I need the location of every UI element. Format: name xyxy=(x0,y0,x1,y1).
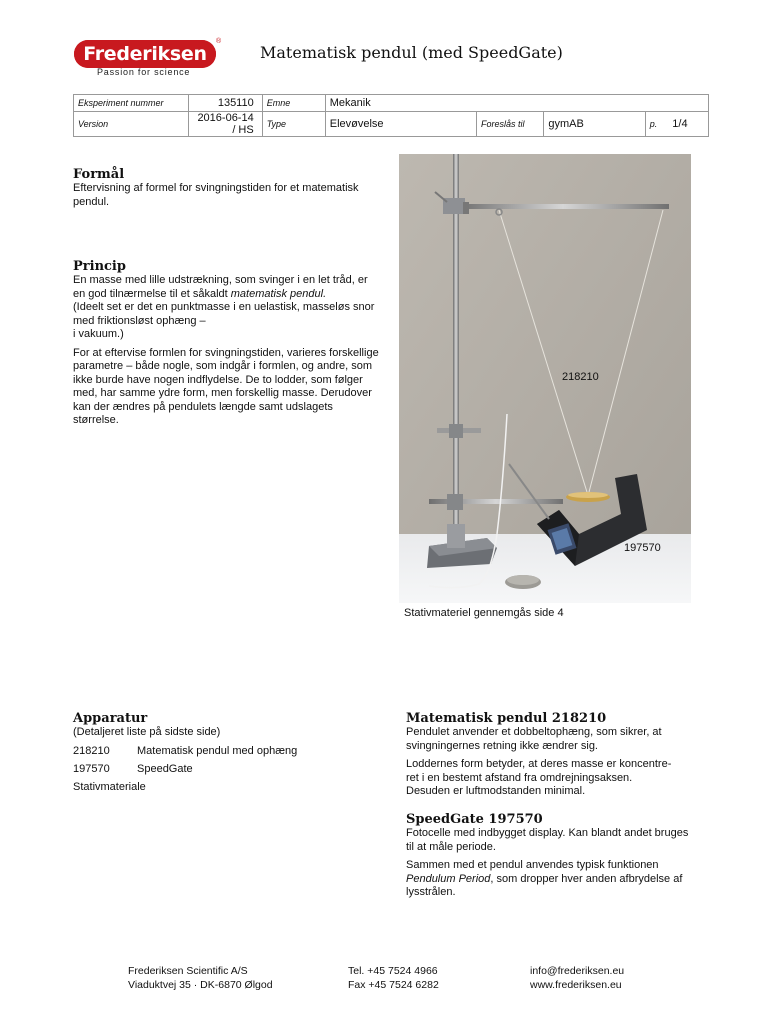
princip-heading: Princip xyxy=(73,259,126,274)
footer-company-block xyxy=(128,964,273,992)
label-speedgate: 197570 xyxy=(624,542,661,554)
speedgate-section xyxy=(406,812,698,905)
photo-caption: Stativmateriel gennemgås side 4 xyxy=(404,607,564,619)
registered-mark: ® xyxy=(216,38,222,45)
item-code: 218210 xyxy=(73,744,110,757)
apparatur-subtitle: (Detaljeret liste på sidste side) xyxy=(73,726,221,738)
princip-p1c: i vakuum.) xyxy=(73,328,124,340)
experiment-value: 135110 xyxy=(189,95,262,112)
pendul-p2a: Loddernes form betyder, at deres masse er koncentre- xyxy=(406,758,672,770)
meta-table xyxy=(73,94,709,137)
footer-company: Frederiksen Scientific A/S xyxy=(128,965,248,977)
suggested-value: gymAB xyxy=(544,112,645,137)
version-label: Version xyxy=(74,112,189,137)
list-item xyxy=(73,760,373,778)
top-arm xyxy=(457,204,669,209)
apparatus-photo xyxy=(399,154,691,603)
footer-tel: Tel. +45 7524 4966 xyxy=(348,965,438,977)
experiment-label: Eksperiment nummer xyxy=(74,95,189,112)
princip-p1-em: matematisk pendul. xyxy=(230,287,327,300)
princip-section xyxy=(73,259,379,433)
pendul-p1: Pendulet anvender et dobbeltophæng, som sikrer, at svingningernes retning ikke ændrer sig. xyxy=(406,726,662,752)
footer-address: Viaduktvej 35 · DK-6870 Ølgod xyxy=(128,979,273,991)
formaal-section xyxy=(73,167,383,209)
item-code: 197570 xyxy=(73,762,110,775)
princip-text xyxy=(73,274,379,428)
apparatur-section xyxy=(73,711,373,796)
item-name: Matematisk pendul med ophæng xyxy=(137,744,298,757)
pendul-section xyxy=(406,711,698,804)
label-pendulum: 218210 xyxy=(562,371,599,383)
footer-fax: Fax +45 7524 6282 xyxy=(348,979,439,991)
footer-web[interactable]: www.frederiksen.eu xyxy=(530,979,622,991)
list-item xyxy=(73,742,373,760)
version-value: 2016-06-14 / HS xyxy=(189,112,262,137)
topic-value: Mekanik xyxy=(325,95,708,112)
formaal-heading: Formål xyxy=(73,167,125,182)
topic-label: Emne xyxy=(262,95,325,112)
page-value: 1/4 xyxy=(672,118,688,130)
speedgate-p2b: , som dropper hver anden afbrydelse af lysstrålen. xyxy=(406,872,683,898)
page-label: p. xyxy=(649,119,658,129)
footer-phone-block xyxy=(348,964,439,992)
type-value: Elevøvelse xyxy=(325,112,476,137)
pendul-heading: Matematisk pendul 218210 xyxy=(406,711,607,726)
type-label: Type xyxy=(262,112,325,137)
suggested-label: Foreslås til xyxy=(476,112,543,137)
apparatur-heading: Apparatur xyxy=(73,711,148,726)
apparatus-illustration xyxy=(399,154,691,603)
list-item-extra: Stativmateriale xyxy=(73,780,146,793)
brand-tagline: Passion for science xyxy=(97,67,191,77)
footer-contact-block xyxy=(530,964,624,992)
footer-email[interactable]: info@frederiksen.eu xyxy=(530,965,625,977)
item-name: SpeedGate xyxy=(137,762,193,775)
princip-p1b: (Ideelt set er det en punktmasse i en uelastisk, masseløs snor med friktionsløst ophæng – xyxy=(73,301,375,327)
page-cell xyxy=(645,112,708,137)
princip-p2: For at eftervise formlen for svingningstiden, varieres forskellige parametre – både nogle, som indgår i formlen, og andre, som ikke burde have nogen indflydelse. De to lodder, som følger med, har samme ydre form, men forskellig masse. Derudover kan der ændres på pendulets længde samt udslagets størrelse. xyxy=(73,346,379,426)
pendul-p2b: ret i en bestemt afstand fra omdrejningsaksen. xyxy=(406,771,633,784)
speedgate-p2-em: Pendulum Period xyxy=(406,872,491,885)
formaal-text: Eftervisning af formel for svingningstiden for et matematisk pendul. xyxy=(73,182,359,208)
speedgate-p2a: Sammen med et pendul anvendes typisk funktionen xyxy=(406,859,659,871)
speedgate-p1: Fotocelle med indbygget display. Kan blandt andet bruges til at måle periode. xyxy=(406,827,689,853)
speedgate-heading: SpeedGate 197570 xyxy=(406,812,543,827)
brand-logo: Frederiksen xyxy=(74,40,216,68)
document-title: Matematisk pendul (med SpeedGate) xyxy=(260,43,563,62)
princip-p1a: En masse med lille udstrækning, som svinger i en let tråd, er en god tilnærmelse til et såkaldt xyxy=(73,274,368,300)
pendul-p2c: Desuden er luftmodstanden minimal. xyxy=(406,785,586,797)
